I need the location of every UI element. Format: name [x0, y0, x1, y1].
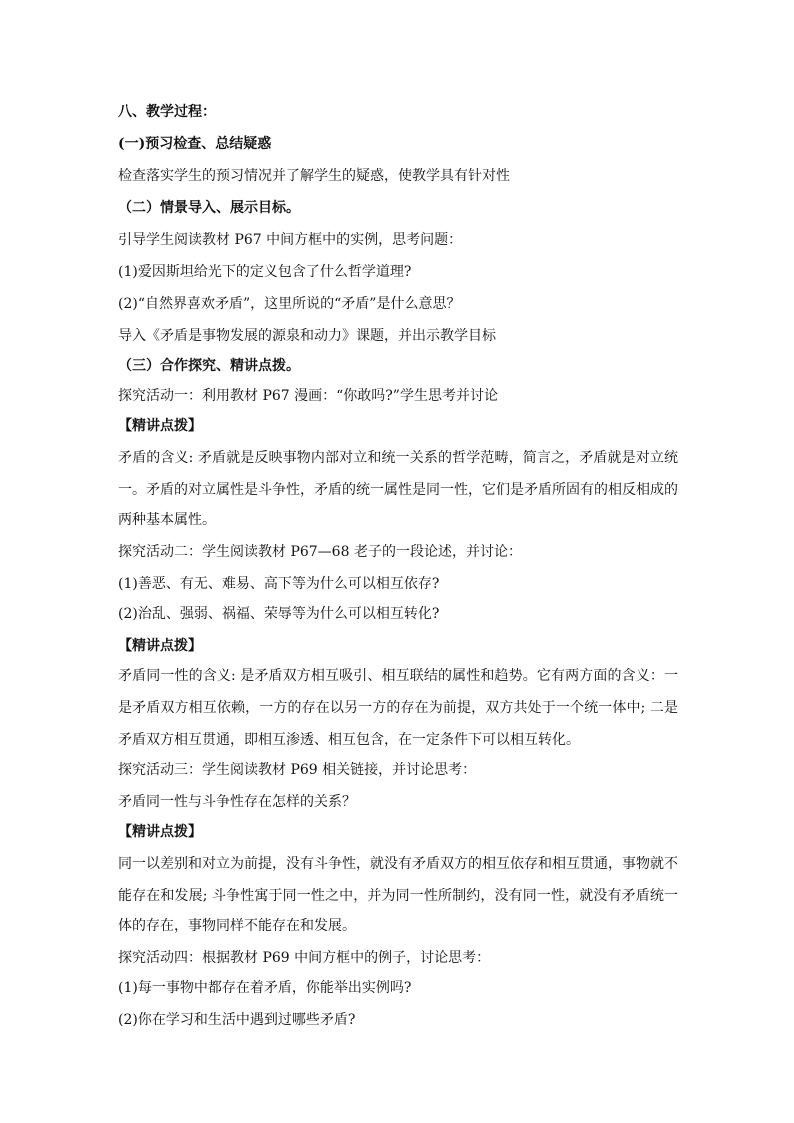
paragraph-line: 矛盾的含义: 矛盾就是反映事物内部对立和统一关系的哲学范畴，简言之，矛盾就是对立统: [118, 450, 678, 466]
paragraph-line: 能存在和发展; 斗争性寓于同一性之中，并为同一性所制约，没有同一性，就没有矛盾统一: [118, 888, 678, 904]
paragraph-line: 体的存在，事物同样不能存在和发展。: [118, 918, 356, 934]
paragraph-line: 矛盾双方相互贯通，即相互渗透、相互包含，在一定条件下可以相互转化。: [118, 732, 580, 748]
paragraph-line: 一。矛盾的对立属性是斗争性，矛盾的统一属性是同一性，它们是矛盾所固有的相反相成的: [118, 482, 678, 498]
paragraph-line: 同一以差别和对立为前提，没有斗争性，就没有矛盾双方的相互依存和相互贯通，事物就不: [118, 856, 678, 872]
question-line: (2)“自然界喜欢矛盾”，这里所说的“矛盾”是什么意思？: [118, 296, 461, 312]
subheading-cooperative-inquiry: （三）合作探究、精讲点拨。: [118, 358, 300, 374]
activity-line: 探究活动三：学生阅读教材 P69 相关链接，并讨论思考：: [118, 762, 477, 778]
question-line: 矛盾同一性与斗争性存在怎样的关系？: [118, 794, 356, 810]
key-points-heading: 【精讲点拨】: [118, 418, 202, 434]
subheading-preview-check: (一)预习检查、总结疑惑: [118, 136, 272, 152]
question-line: (1)每一事物中都存在着矛盾，你能举出实例吗?: [118, 980, 412, 996]
key-points-heading: 【精讲点拨】: [118, 638, 202, 654]
section-heading-teaching-process: 八、教学过程：: [118, 104, 216, 120]
paragraph-line: 两种基本属性。: [118, 512, 216, 528]
activity-line: 探究活动一：利用教材 P67 漫画：“你敢吗?”学生思考并讨论: [118, 388, 498, 404]
subheading-scene-intro: （二）情景导入、展示目标。: [118, 200, 300, 216]
question-line: (2)你在学习和生活中遇到过哪些矛盾?: [118, 1012, 356, 1028]
paragraph-line: 是矛盾双方相互依赖，一方的存在以另一方的存在为前提，双方共处于一个统一体中; 二是: [118, 700, 678, 716]
key-points-heading: 【精讲点拨】: [118, 824, 202, 840]
question-line: (1)爱因斯坦给光下的定义包含了什么哲学道理?: [118, 264, 412, 280]
paragraph-line: 检查落实学生的预习情况并了解学生的疑惑，使教学具有针对性: [118, 168, 510, 184]
activity-line: 探究活动二：学生阅读教材 P67—68 老子的一段论述，并讨论：: [118, 544, 522, 560]
question-line: (2)治乱、强弱、祸福、荣辱等为什么可以相互转化?: [118, 606, 440, 622]
paragraph-line: 引导学生阅读教材 P67 中间方框中的实例，思考问题：: [118, 232, 463, 248]
question-line: (1)善恶、有无、难易、高下等为什么可以相互依存?: [118, 576, 440, 592]
paragraph-line: 矛盾同一性的含义: 是矛盾双方相互吸引、相互联结的属性和趋势。它有两方面的含义：一: [118, 668, 678, 684]
paragraph-line: 导入《矛盾是事物发展的源泉和动力》课题，并出示教学目标: [118, 328, 496, 344]
activity-line: 探究活动四：根据教材 P69 中间方框中的例子，讨论思考：: [118, 950, 491, 966]
